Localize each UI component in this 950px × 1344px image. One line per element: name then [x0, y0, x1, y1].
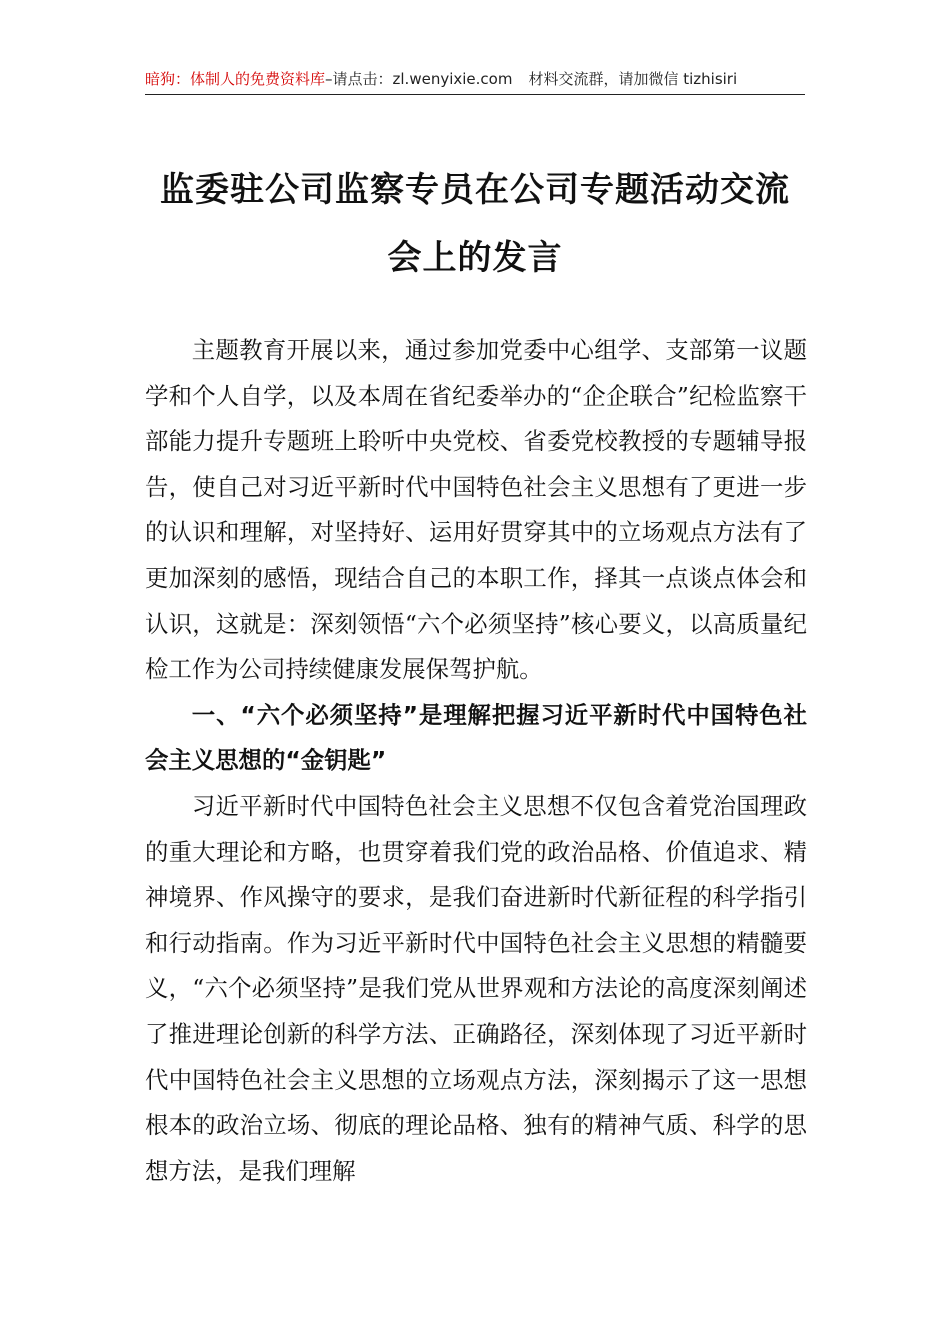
header-click-link[interactable]: –请点击：zl.wenyixie.com — [325, 70, 513, 88]
header-group-info: 材料交流群，请加微信 tizhisiri — [528, 70, 738, 88]
section-1-heading: 一、“六个必须坚持”是理解把握习近平新时代中国特色社会主义思想的“金钥匙” — [145, 700, 807, 775]
document-title-line-1: 监委驻公司监察专员在公司专题活动交流 — [160, 170, 790, 210]
header-site-name: 暗狗：体制人的免费资料库 — [145, 70, 326, 88]
intro-paragraph: 主题教育开展以来，通过参加党委中心组学、支部第一议题学和个人自学，以及本周在省纪委举办的“企企联合”纪检监察干部能力提升专题班上聆听中央党校、省委党校教授的专题辅导报告，使自己对习近平新时代中国特色社会主义思想有了更进一步的认识和理解，对坚持好、运用好贯穿其中的立场观点方法有了更加深刻的感悟，现结合自己的本职工作，择其一点谈点体会和认识，这就是：深刻领悟“六个必须坚持”核心要义，以高质量纪检工作为公司持续健康发展保驾护航。 — [145, 336, 807, 684]
document-title-line-2: 会上的发言 — [387, 238, 563, 278]
document-body — [145, 328, 807, 1194]
section-1-paragraph: 习近平新时代中国特色社会主义思想不仅包含着党治国理政的重大理论和方略，也贯穿着我们党的政治品格、价值追求、精神境界、作风操守的要求，是我们奋进新时代新征程的科学指引和行动指南。作为习近平新时代中国特色社会主义思想的精髓要义，“六个必须坚持”是我们党从世界观和方法论的高度深刻阐述了推进理论创新的科学方法、正确路径，深刻体现了习近平新时代中国特色社会主义思想的立场观点方法，深刻揭示了这一思想根本的政治立场、彻底的理论品格、独有的精神气质、科学的思想方法，是我们理解 — [145, 791, 807, 1185]
page-header — [145, 66, 805, 95]
